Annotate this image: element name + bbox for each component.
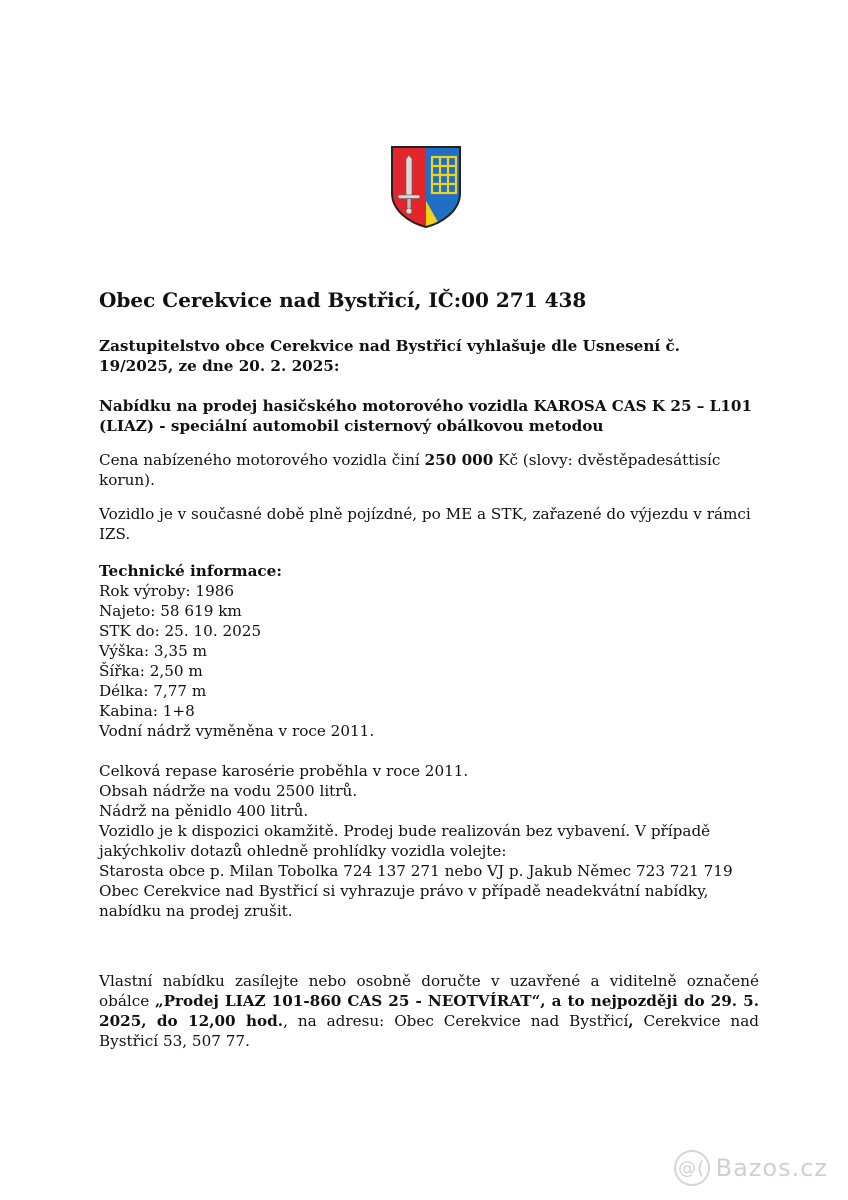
page-title: Obec Cerekvice nad Bystřicí, IČ:00 271 438: [99, 288, 587, 312]
tech-line: Šířka: 2,50 m: [99, 662, 203, 680]
document-body: [99, 287, 759, 1051]
at-sign-icon: @(: [674, 1150, 710, 1186]
submission-address-end: Cerekvice nad Bystřicí 53, 507 77.: [99, 1012, 759, 1050]
tech-line: STK do: 25. 10. 2025: [99, 622, 262, 640]
tech-line: Kabina: 1+8: [99, 702, 195, 720]
envelope-label: „Prodej LIAZ 101-860 CAS 25 - NEOTVÍRAT“, a to nejpozději do 29. 5. 2025, do 12,00 hod.: [99, 992, 759, 1030]
price-text-before: Cena nabízeného motorového vozidla činí: [99, 451, 425, 469]
technical-info: [99, 561, 759, 741]
detail-line: Vozidlo je k dispozici okamžitě. Prodej bude realizován bez vybavení. V případě jakýchkoliv dotazů ohledně prohlídky vozidla volejte:: [99, 822, 711, 860]
contact-line: Starosta obce p. Milan Tobolka 724 137 271 nebo VJ p. Jakub Němec 723 721 719: [99, 862, 733, 880]
tech-line: Rok výroby: 1986: [99, 582, 235, 600]
submission-paragraph: [99, 971, 759, 1051]
tech-heading: Technické informace:: [99, 562, 282, 580]
detail-line: Nádrž na pěnidlo 400 litrů.: [99, 802, 309, 820]
bazos-watermark: [674, 1148, 828, 1188]
price-text-after: Kč (slovy: dvěstěpadesáttisíc korun).: [99, 451, 721, 489]
tech-line: Najeto: 58 619 km: [99, 602, 242, 620]
tech-line: Délka: 7,77 m: [99, 682, 207, 700]
status-paragraph: Vozidlo je v současné době plně pojízdné, po ME a STK, zařazené do výjezdu v rámci IZS.: [99, 505, 751, 543]
price-amount: 250 000: [424, 451, 494, 469]
details-section: [99, 761, 759, 921]
coat-of-arms-icon: [390, 145, 462, 229]
tech-line: Výška: 3,35 m: [99, 642, 207, 660]
intro-paragraph: Zastupitelstvo obce Cerekvice nad Bystřicí vyhlašuje dle Usnesení č. 19/2025, ze dne 20. 2. 2025:: [99, 337, 680, 375]
comma: ,: [628, 1012, 634, 1030]
submission-address: , na adresu: Obec Cerekvice nad Bystřicí: [283, 1012, 629, 1030]
detail-line: Obec Cerekvice nad Bystřicí si vyhrazuje právo v případě neadekvátní nabídky, nabídku na prodej zrušit.: [99, 882, 709, 920]
detail-line: Celková repase karosérie proběhla v roce 2011.: [99, 762, 469, 780]
watermark-text: Bazos.cz: [715, 1154, 828, 1182]
offer-heading: Nabídku na prodej hasičského motorového vozidla KAROSA CAS K 25 – L101 (LIAZ) - speciální automobil cisternový obálkovou metodou: [99, 397, 753, 435]
detail-line: Obsah nádrže na vodu 2500 litrů.: [99, 782, 358, 800]
price-paragraph: [99, 450, 759, 490]
submission-text: Vlastní nabídku zasílejte nebo osobně doručte v uzavřené a viditelně označené obálce: [99, 972, 759, 1010]
tech-line: Vodní nádrž vyměněna v roce 2011.: [99, 722, 375, 740]
